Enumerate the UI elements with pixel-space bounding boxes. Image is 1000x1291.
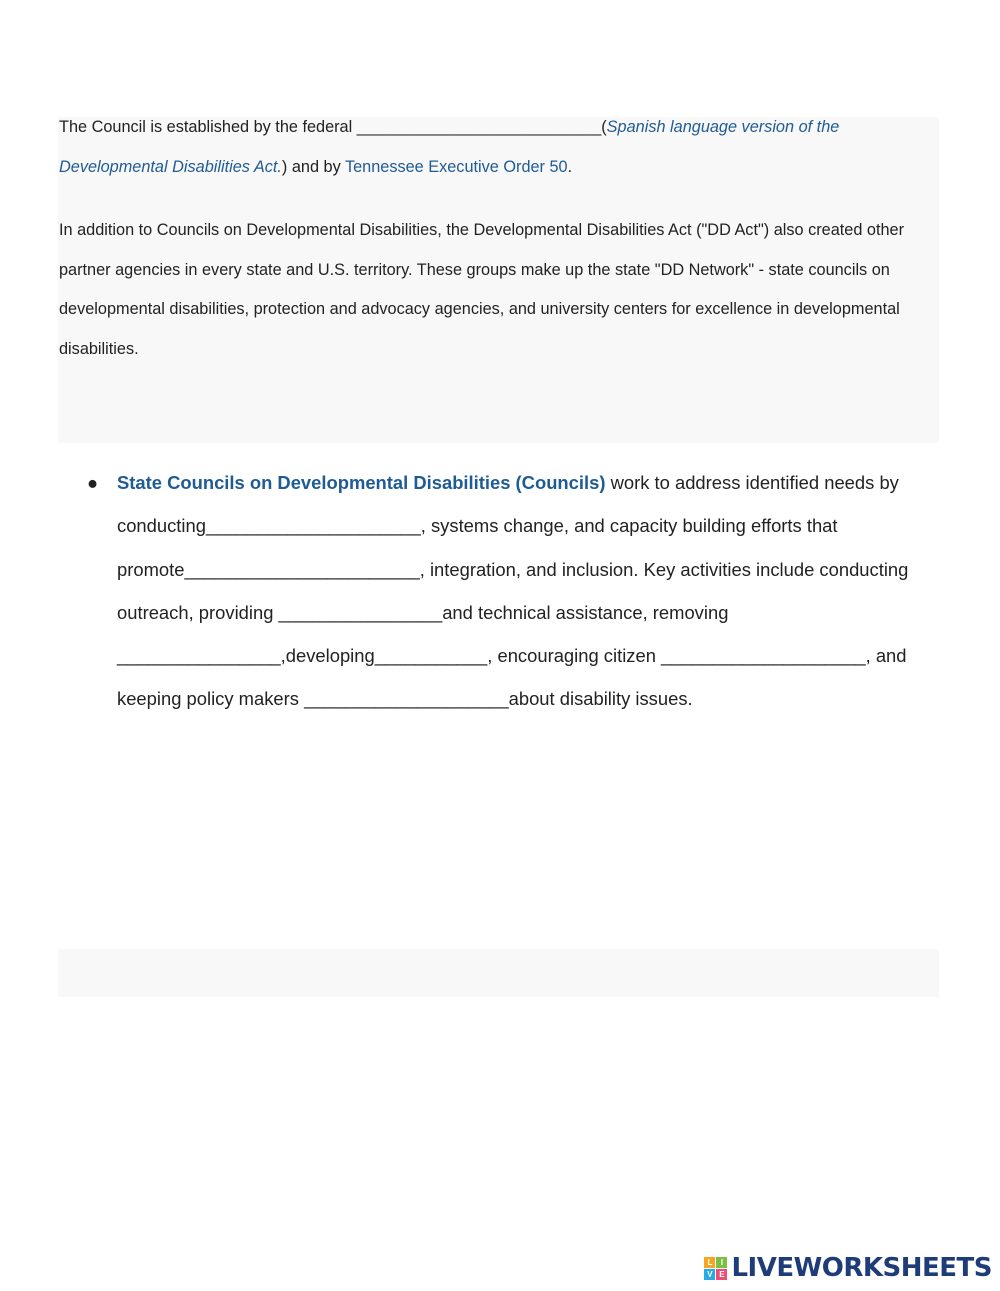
bullet-text-6: , encouraging citizen [487,645,662,667]
liveworksheets-wordmark: LIVEWORKSHEETS [731,1253,992,1283]
mark-letter-l: L [704,1257,715,1268]
bullet-text-8: about disability issues. [508,688,693,710]
blank-promote[interactable]: _______________________ [184,558,420,580]
bullet-text-1: work to address identified needs by conducting [117,472,899,537]
blank-removing[interactable]: ________________ [117,645,281,667]
blank-citizen[interactable]: ____________________ [661,645,866,667]
paragraph1-open-paren: ( [601,118,607,136]
state-councils-bullet [117,461,927,721]
blank-federal-act[interactable]: ___________________________ [356,118,602,136]
mark-letter-v: V [704,1269,715,1280]
bullet-text-7: , and keeping policy makers [117,645,907,710]
spanish-version-link[interactable]: Spanish language version of the Developmental Disabilities Act. [59,118,840,176]
bottom-shaded-section [58,949,939,997]
bullet-marker: ● [87,472,99,493]
state-councils-link[interactable]: State Councils on Developmental Disabilities (Councils) [117,472,606,493]
bullet-text-5: ,developing [280,645,375,667]
blank-providing[interactable]: ________________ [278,601,443,623]
blank-developing[interactable]: ___________ [374,645,488,667]
bullet-text-4: and technical assistance, removing [442,601,729,623]
paragraph1-prefix: The Council is established by the federal [59,118,357,136]
council-establishment-paragraph [59,108,934,187]
blank-conducting[interactable]: _____________________ [205,515,421,537]
bullet-text-2: , systems change, and capacity building efforts that promote [117,515,838,580]
mark-letter-e: E [716,1269,727,1280]
bullet-text-3: , integration, and inclusion. Key activities include conducting outreach, providing [117,558,909,623]
dd-network-paragraph: In addition to Councils on Developmental Disabilities, the Developmental Disabilities Act ("DD Act") also created other partner agencies in every state and U.S. territory. These groups make up the state "DD Network" - state councils on developmental disabilities, protection and advocacy agencies, and university centers for excellence in developmental disabilities. [59,221,905,358]
paragraph1-suffix: . [567,157,573,176]
mark-letter-i: I [716,1257,727,1268]
executive-order-link[interactable]: Tennessee Executive Order 50 [344,157,568,176]
liveworksheets-mark-icon [704,1257,727,1280]
liveworksheets-logo[interactable] [704,1253,992,1283]
paragraph1-middle: ) and by [281,157,345,176]
blank-policy-makers[interactable]: ____________________ [304,688,509,710]
